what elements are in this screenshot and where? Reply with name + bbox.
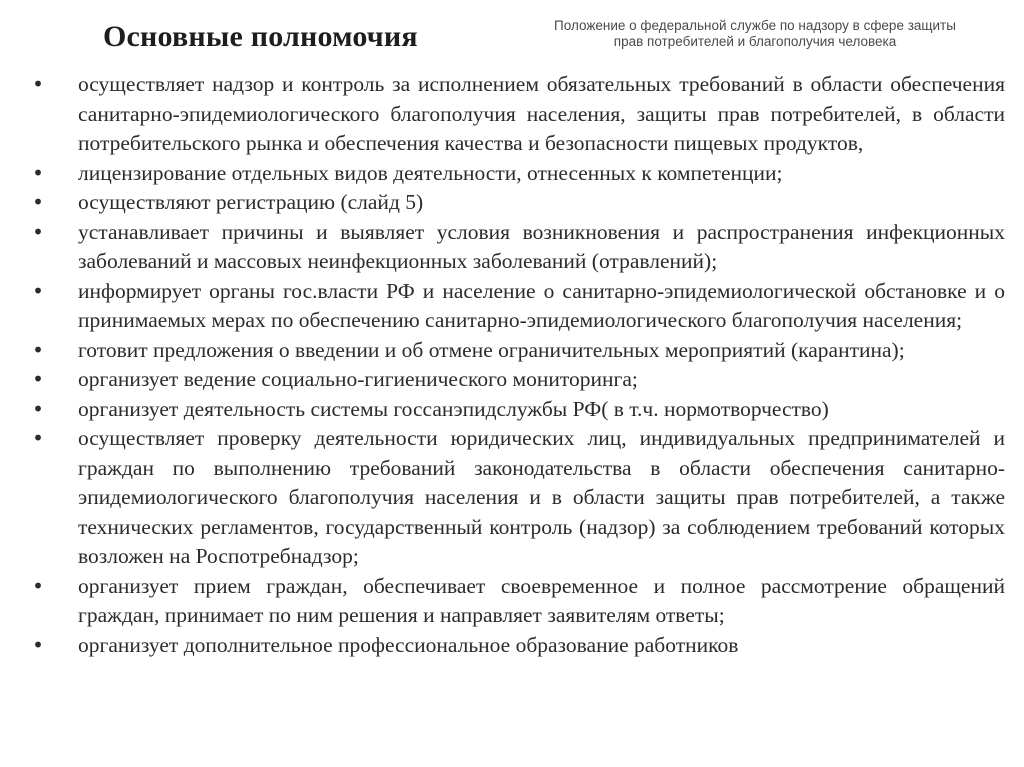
list-item-text: осуществляет надзор и контроль за исполнением обязательных требований в области обеспечения санитарно-эпидемиологического благополучия населения, защиты прав потребителей, в области потребительского рынка и обеспечения качества и безопасности пищевых продуктов,: [78, 72, 1005, 155]
bullet-icon: •: [32, 367, 44, 391]
powers-list: [20, 70, 1005, 660]
list-item: [20, 336, 1005, 366]
list-item: [20, 572, 1005, 631]
list-item-text: готовит предложения о введении и об отмене ограничительных мероприятий (карантина);: [78, 337, 905, 362]
bullet-icon: •: [32, 337, 44, 362]
list-item-text: осуществляют регистрацию (слайд 5): [78, 190, 424, 214]
source-reference-line-2: прав потребителей и благополучия человека: [613, 34, 897, 49]
bullet-icon: •: [32, 426, 44, 450]
list-item-text: организует деятельность системы госсанэпидслужбы РФ( в т.ч. нормотворчество): [78, 396, 829, 421]
list-item: [20, 277, 1005, 336]
source-reference: [520, 18, 990, 50]
list-item-text: информирует органы гос.власти РФ и население о санитарно-эпидемиологической обстановке и о принимаемых мерах по обеспечению санитарно-эпидемиологического благополучия населения;: [78, 278, 1005, 332]
list-item-text: устанавливает причины и выявляет условия возникновения и распространения инфекционных заболеваний и массовых неинфекционных заболеваний (отравлений);: [78, 219, 1005, 273]
bullet-icon: •: [32, 396, 44, 421]
list-item: [20, 631, 1005, 661]
list-item-text: организует ведение социально-гигиенического мониторинга;: [78, 367, 638, 391]
bullet-icon: •: [32, 632, 44, 657]
bullet-icon: •: [32, 219, 44, 244]
list-item-text: организует прием граждан, обеспечивает своевременное и полное рассмотрение обращений граждан, принимает по ним решения и направляет заявителям ответы;: [78, 573, 1005, 627]
list-item: [20, 188, 1005, 218]
list-item: [20, 159, 1005, 189]
list-item: [20, 70, 1005, 159]
bullet-icon: •: [32, 72, 44, 96]
source-reference-line-1: Положение о федеральной службе по надзору в сфере защиты: [554, 18, 956, 33]
bullet-icon: •: [32, 190, 44, 214]
slide-title: Основные полномочия: [103, 20, 418, 53]
list-item-text: организует дополнительное профессиональное образование работников: [78, 632, 739, 657]
list-item: [20, 424, 1005, 572]
list-item: [20, 395, 1005, 425]
bullet-icon: •: [32, 278, 44, 303]
list-item: [20, 365, 1005, 395]
list-item: [20, 218, 1005, 277]
bullet-icon: •: [32, 573, 44, 598]
list-item-text: осуществляет проверку деятельности юридических лиц, индивидуальных предпринимателей и граждан по выполнению требований законодательства в области обеспечения санитарно-эпидемиологического благополучия населения и в области защиты прав потребителей, а также технических регламентов, государственный контроль (надзор) за соблюдением требований которых возложен на Роспотребнадзор;: [78, 426, 1005, 568]
bullet-icon: •: [32, 160, 44, 185]
list-item-text: лицензирование отдельных видов деятельности, отнесенных к компетенции;: [78, 160, 783, 185]
